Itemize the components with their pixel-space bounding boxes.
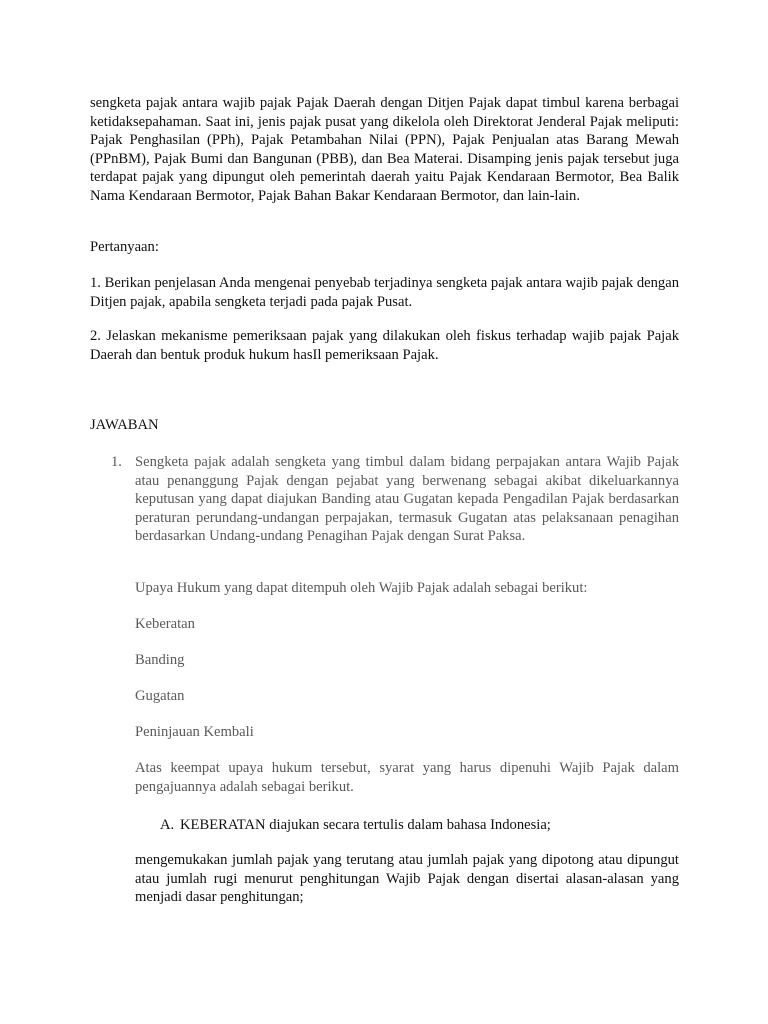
questions-label: Pertanyaan: — [90, 239, 159, 255]
sub-item-a-letter: A. — [160, 817, 175, 833]
sub-item-a — [160, 816, 551, 835]
sub-item-a-text: KEBERATAN diajukan secara tertulis dalam bahasa Indonesia; — [180, 817, 551, 833]
intro-paragraph: sengketa pajak antara wajib pajak Pajak Daerah dengan Ditjen Pajak dapat timbul karena berbagai ketidaksepahaman. Saat ini, jenis pajak pusat yang dikelola oleh Direktorat Jenderal Pajak meliputi: Pajak Penghasilan (PPh), Pajak Petambahan Nilai (PPN), Pajak Penjualan atas Barang Mewah (PPnBM), Pajak Bumi dan Bangunan (PBB), dan Bea Materai. Disamping jenis pajak tersebut juga terdapat pajak yang dipungut oleh pemerintah daerah yaitu Pajak Kendaraan Bermotor, Bea Balik Nama Kendaraan Bermotor, Pajak Bahan Bakar Kendaraan Bermotor, dan lain-lain. — [90, 95, 679, 204]
remedy-keberatan: Keberatan — [135, 616, 195, 632]
requirements-intro: Atas keempat upaya hukum tersebut, syarat yang harus dipenuhi Wajib Pajak dalam pengajuannya adalah sebagai berikut. — [135, 760, 679, 795]
answer-1-text: Sengketa pajak adalah sengketa yang timbul dalam bidang perpajakan antara Wajib Pajak atau penanggung Pajak dengan pejabat yang berwenang sebagai akibat dikeluarkannya keputusan yang dapat diajukan Banding atau Gugatan kepada Pengadilan Pajak berdasarkan peraturan perundang-undangan perpajakan, termasuk Gugatan atas pelaksanaan penagihan berdasarkan Undang-undang Penagihan Pajak dengan Surat Paksa. — [135, 454, 679, 545]
sub-item-a-detail: mengemukakan jumlah pajak yang terutang atau jumlah pajak yang dipotong atau dipungut atau jumlah rugi menurut penghitungan Wajib Pajak dengan disertai alasan-alasan yang menjadi dasar penghitungan; — [135, 852, 679, 906]
question-1: 1. Berikan penjelasan Anda mengenai penyebab terjadinya sengketa pajak antara wajib pajak dengan Ditjen pajak, apabila sengketa terjadi pada pajak Pusat. — [90, 275, 679, 310]
remedy-peninjauan-kembali: Peninjauan Kembali — [135, 724, 254, 740]
question-2: 2. Jelaskan mekanisme pemeriksaan pajak yang dilakukan oleh fiskus terhadap wajib pajak Pajak Daerah dan bentuk produk hukum hasIl pemeriksaan Pajak. — [90, 328, 679, 363]
answer-1-number: 1. — [111, 454, 122, 470]
legal-remedies-intro: Upaya Hukum yang dapat ditempuh oleh Wajib Pajak adalah sebagai berikut: — [135, 580, 588, 596]
answer-heading: JAWABAN — [90, 417, 159, 433]
remedy-banding: Banding — [135, 652, 185, 668]
remedy-gugatan: Gugatan — [135, 688, 185, 704]
